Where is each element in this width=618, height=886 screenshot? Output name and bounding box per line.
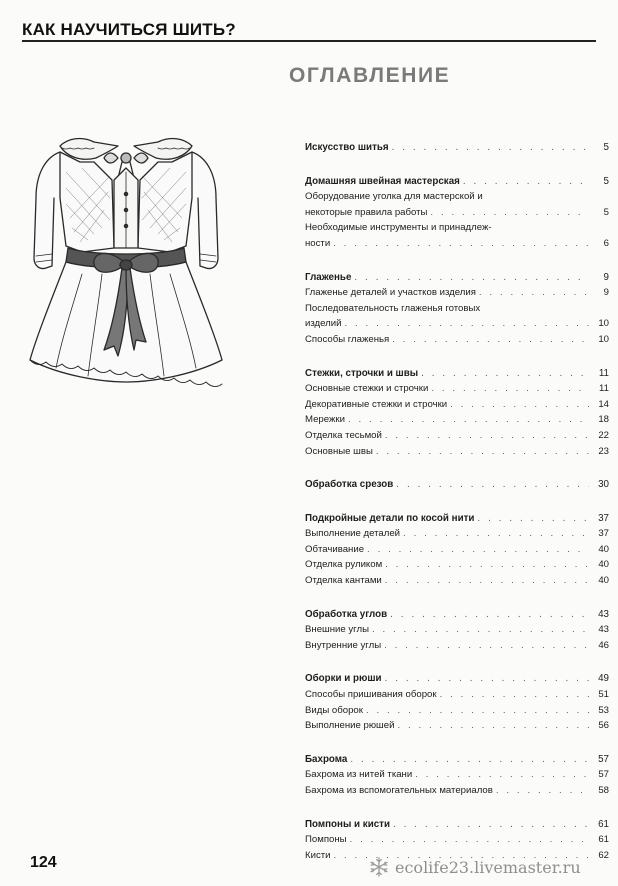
- dot-leader: [493, 783, 589, 799]
- dot-leader: [382, 557, 589, 573]
- toc-entry: Бахрома из нитей ткани . . . 57: [305, 767, 609, 783]
- toc-entry: Выполнение деталей . . . 37: [305, 526, 609, 542]
- snowflake-icon: [368, 856, 390, 878]
- toc-entry-line: Оборудование уголка для мастерской и: [305, 191, 483, 203]
- toc-entry: Помпоны . . . 61: [305, 832, 609, 848]
- toc-entry: Виды оборок . . . 53: [305, 703, 609, 719]
- toc-entry: Бахрома из вспомогательных материалов . . . 58: [305, 783, 609, 799]
- dot-leader: [390, 817, 589, 833]
- toc-entry: Основные стежки и строчки . . . 11: [305, 381, 609, 397]
- dot-leader: [387, 607, 589, 623]
- dot-leader: [389, 140, 589, 156]
- toc-heading: Домашняя швейная мастерская . . . 5: [305, 174, 609, 190]
- toc-heading: Помпоны и кисти . . . 61: [305, 817, 609, 833]
- toc-title: ОГЛАВЛЕНИЕ: [289, 64, 451, 87]
- dot-leader: [345, 412, 589, 428]
- dot-leader: [428, 381, 589, 397]
- toc-entry: Основные швы . . . 23: [305, 444, 609, 460]
- dot-leader: [351, 270, 589, 286]
- dot-leader: [427, 205, 589, 221]
- toc-section: [305, 752, 609, 799]
- toc-entry: некоторые правила работы . . . 5: [305, 205, 609, 221]
- dot-leader: [381, 638, 589, 654]
- toc-heading: Обработка срезов . . . 30: [305, 477, 609, 493]
- dot-leader: [373, 444, 589, 460]
- toc-entry: Глаженье деталей и участков изделия . . . 9: [305, 285, 609, 301]
- toc-heading: Стежки, строчки и швы . . . 11: [305, 366, 609, 382]
- dot-leader: [476, 285, 589, 301]
- dot-leader: [460, 174, 589, 190]
- toc-heading: Бахрома . . . 57: [305, 752, 609, 768]
- toc-section: [305, 366, 609, 460]
- dot-leader: [347, 832, 589, 848]
- toc-heading: Искусство шитья . . . 5: [305, 140, 609, 156]
- toc-entry: Способы глаженья . . . 10: [305, 332, 609, 348]
- dot-leader: [393, 477, 589, 493]
- toc-entry: Отделка руликом . . . 40: [305, 557, 609, 573]
- dot-leader: [437, 687, 589, 703]
- toc-entry: Отделка тесьмой . . . 22: [305, 428, 609, 444]
- dot-leader: [330, 236, 589, 252]
- toc-entry: ности . . . 6: [305, 236, 609, 252]
- dot-leader: [363, 703, 589, 719]
- toc-section: [305, 511, 609, 589]
- dot-leader: [341, 316, 589, 332]
- toc-entry-line: Последовательность глаженья готовых: [305, 302, 481, 314]
- toc-entry: Внешние углы . . . 43: [305, 622, 609, 638]
- toc-heading: Оборки и рюши . . . 49: [305, 671, 609, 687]
- toc-entry: изделий . . . 10: [305, 316, 609, 332]
- dot-leader: [382, 573, 589, 589]
- watermark: [368, 856, 581, 878]
- dot-leader: [400, 526, 589, 542]
- watermark-text: ecolife23.livemaster.ru: [395, 857, 581, 877]
- dot-leader: [418, 366, 589, 382]
- dress-illustration: [22, 128, 226, 398]
- dot-leader: [382, 671, 589, 687]
- toc-heading: Глаженье . . . 9: [305, 270, 609, 286]
- dot-leader: [382, 428, 589, 444]
- toc-section: [305, 671, 609, 733]
- dot-leader: [364, 542, 589, 558]
- header-rule: [22, 40, 596, 42]
- dot-leader: [474, 511, 589, 527]
- toc-heading: Подкройные детали по косой нити . . . 37: [305, 511, 609, 527]
- dot-leader: [412, 767, 589, 783]
- toc-entry: Выполнение рюшей . . . 56: [305, 718, 609, 734]
- dot-leader: [369, 622, 589, 638]
- dot-leader: [389, 332, 589, 348]
- toc-section: [305, 140, 609, 156]
- dot-leader: [447, 397, 589, 413]
- toc-section: [305, 477, 609, 493]
- toc-entry: Способы пришивания оборок . . . 51: [305, 687, 609, 703]
- toc-section: [305, 607, 609, 654]
- toc-section: [305, 270, 609, 348]
- toc-heading: Обработка углов . . . 43: [305, 607, 609, 623]
- dot-leader: [394, 718, 589, 734]
- running-head: КАК НАУЧИТЬСЯ ШИТЬ?: [22, 20, 236, 39]
- toc-entry: Обтачивание . . . 40: [305, 542, 609, 558]
- toc-entry: Декоративные стежки и строчки . . . 14: [305, 397, 609, 413]
- page-number: 124: [30, 854, 57, 871]
- toc-section: [305, 174, 609, 252]
- toc-entry-line: Необходимые инструменты и принадлеж-: [305, 222, 492, 234]
- toc-entry: Кисти . . . 62: [305, 848, 609, 864]
- toc-entry: Отделка кантами . . . 40: [305, 573, 609, 589]
- table-of-contents: [305, 140, 609, 881]
- toc-entry: Мережки . . . 18: [305, 412, 609, 428]
- dot-leader: [347, 752, 589, 768]
- toc-entry: Внутренние углы . . . 46: [305, 638, 609, 654]
